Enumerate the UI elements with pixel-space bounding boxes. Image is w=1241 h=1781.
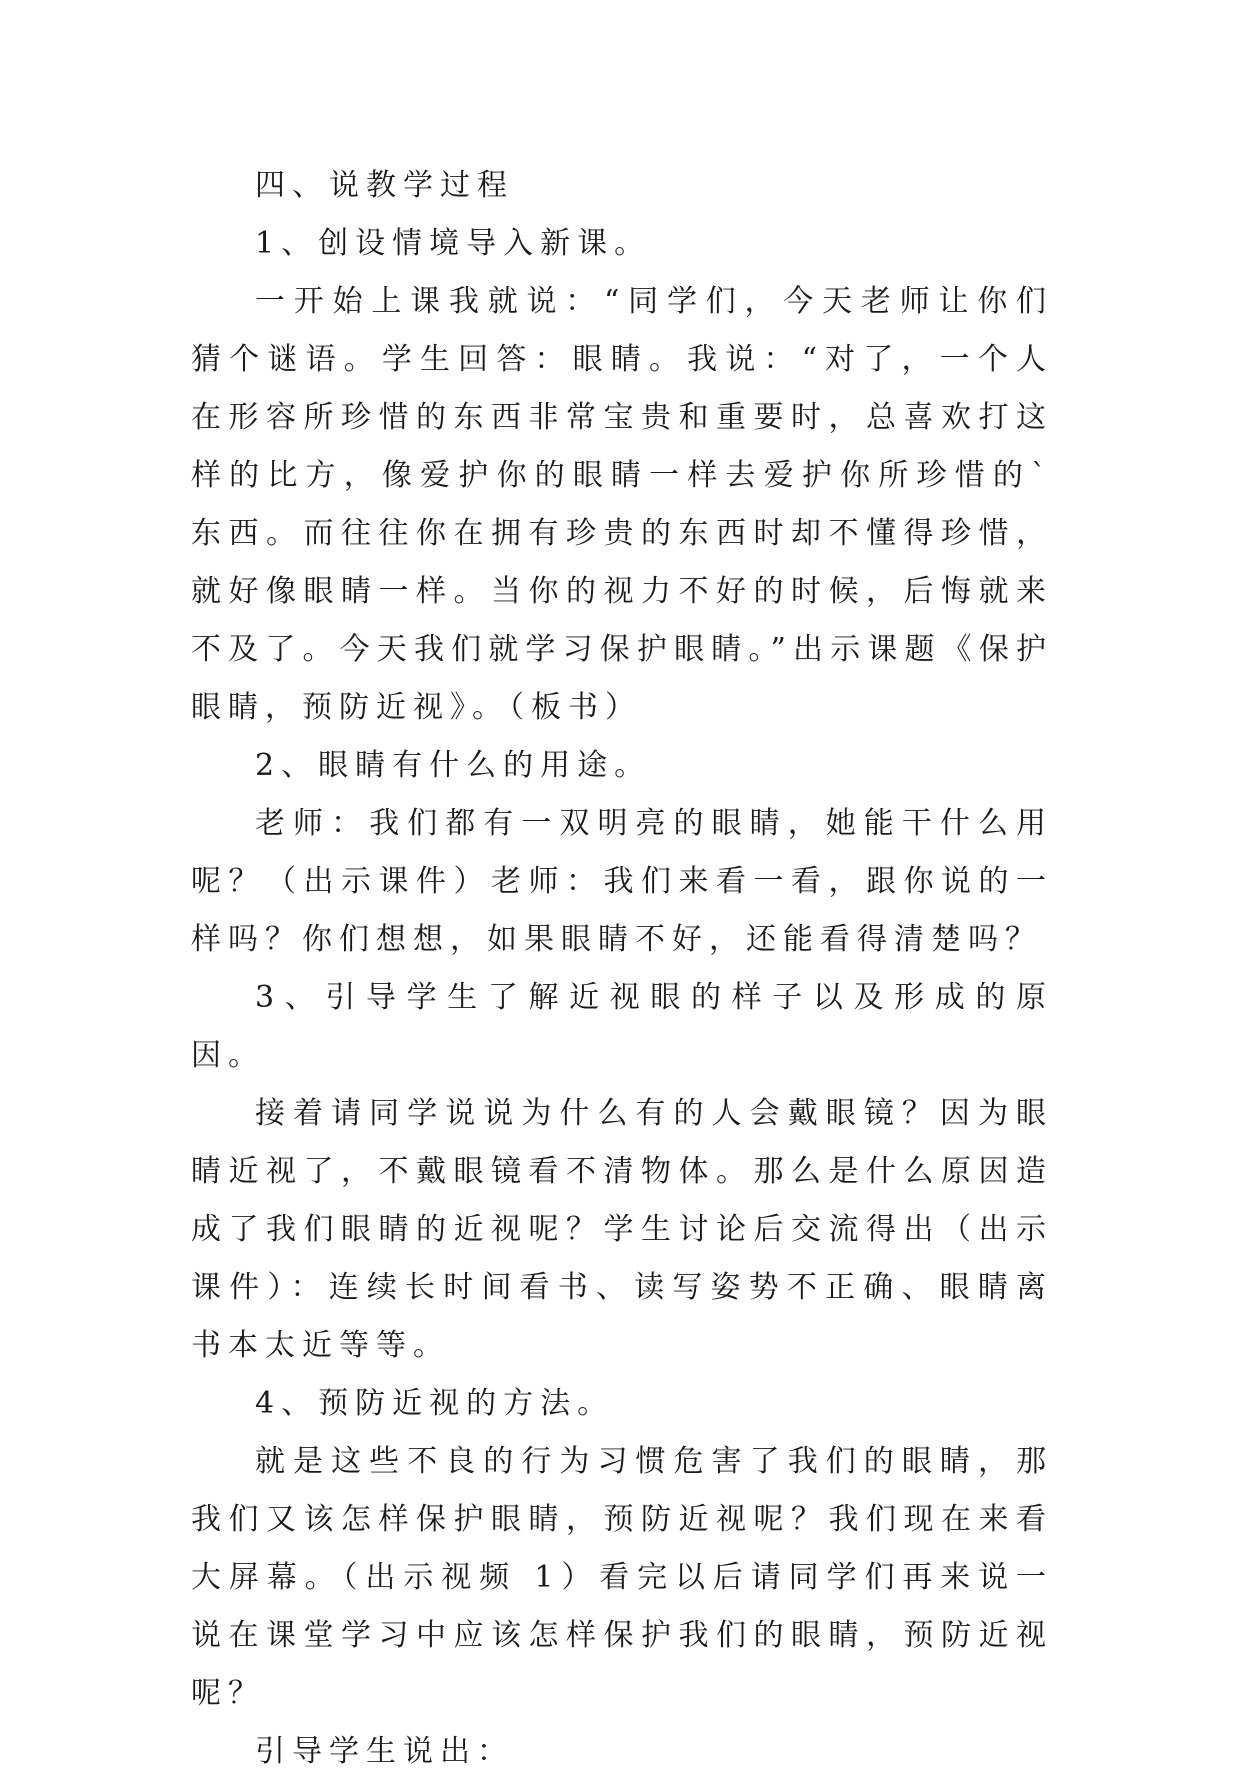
step-heading-myopia-causes: 3、引导学生了解近视眼的样子以及形成的原因。 [191,980,1053,1073]
paragraph-myopia-causes: 接着请同学说说为什么有的人会戴眼镜？因为眼睛近视了，不戴眼镜看不清物体。那么是什么原因造成了我们眼睛的近视呢？学生讨论后交流得出（出示课件）：连续长时间看书、读写姿势不正确、眼睛离书本太近等等。 [191,1096,1053,1363]
step-heading-prevention: 4、预防近视的方法。 [255,1386,615,1421]
step-heading-eye-uses: 2、眼睛有什么的用途。 [255,748,652,783]
paragraph-guide-students: 引导学生说出： [255,1734,514,1769]
paragraph-introduction: 一开始上课我就说：“同学们，今天老师让你们猜个谜语。学生回答：眼睛。我说：“对了，一个人在形容所珍惜的东西非常宝贵和重要时，总喜欢打这样的比方，像爱护你的眼睛一样去爱护你所珍惜的`东西。而往往你在拥有珍贵的东西时却不懂得珍惜，就好像眼睛一样。当你的视力不好的时候，后悔就来不及了。今天我们就学习保护眼睛。”出示课题《保护眼睛，预防近视》。（板书） [191,284,1053,725]
paragraph-prevention: 就是这些不良的行为习惯危害了我们的眼睛，那我们又该怎样保护眼睛，预防近视呢？我们现在来看大屏幕。（出示视频 1）看完以后请同学们再来说一说在课堂学习中应该怎样保护我们的眼睛，预防近视呢？ [191,1444,1053,1711]
paragraph-eye-uses: 老师：我们都有一双明亮的眼睛，她能干什么用呢？（出示课件）老师：我们来看一看，跟你说的一样吗？你们想想，如果眼睛不好，还能看得清楚吗？ [191,806,1053,957]
document-body [191,157,1053,1781]
section-heading-teaching-process: 四、说教学过程 [255,168,514,203]
step-heading-introduction: 1、创设情境导入新课。 [255,226,652,261]
